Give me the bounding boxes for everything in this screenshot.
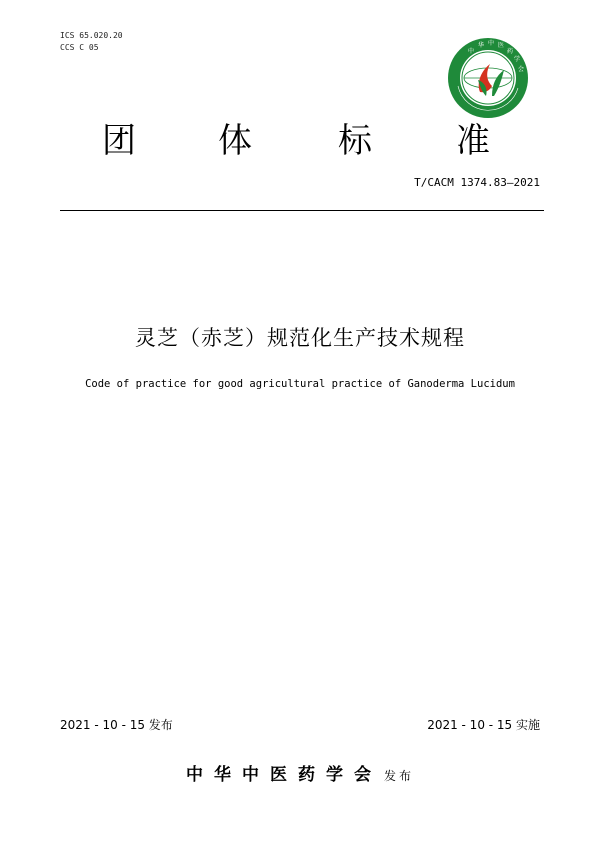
doc-type-char-4: 准 <box>456 121 490 161</box>
doc-type-char-1: 团 <box>102 121 136 161</box>
publisher-line <box>0 760 600 785</box>
classification-codes <box>60 30 123 54</box>
implementation-date: 2021 - 10 - 15 实施 <box>427 718 540 732</box>
svg-text:会: 会 <box>518 66 525 73</box>
svg-text:中: 中 <box>468 48 475 55</box>
publisher-name: 中华中医药学会 <box>185 765 382 785</box>
doc-type-char-2: 体 <box>218 121 252 161</box>
standard-number: T/CACM 1374.83—2021 <box>414 176 540 189</box>
publisher-action: 发布 <box>383 769 414 783</box>
title-chinese: 灵芝（赤芝）规范化生产技术规程 <box>135 326 465 350</box>
title-english: Code of practice for good agricultural practice of Ganoderma Lucidum <box>85 378 515 390</box>
ccs-code: CCS C 05 <box>60 43 99 52</box>
svg-text:医: 医 <box>498 42 505 49</box>
cacm-logo-icon <box>446 36 530 120</box>
ics-code: ICS 65.020.20 <box>60 31 123 40</box>
doc-type-char-3: 标 <box>338 121 372 161</box>
document-type-heading <box>0 116 600 166</box>
header-divider <box>60 210 544 211</box>
publication-date: 2021 - 10 - 15 发布 <box>60 718 173 732</box>
svg-text:华: 华 <box>478 42 485 49</box>
svg-text:中: 中 <box>488 40 495 47</box>
svg-text:学: 学 <box>514 56 521 63</box>
svg-text:药: 药 <box>507 48 514 55</box>
